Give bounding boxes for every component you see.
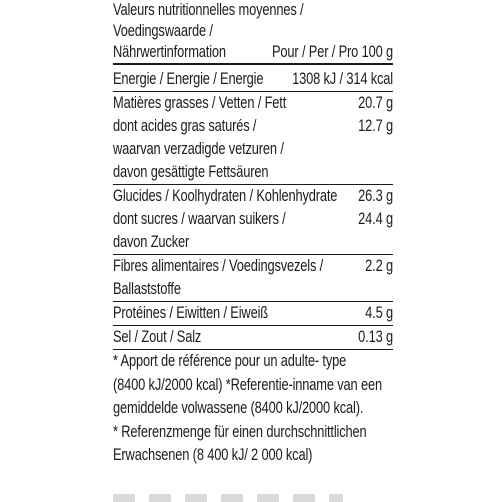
nutrient-value: 0.13 g — [358, 328, 394, 346]
header-title: Valeurs nutritionnelles moyennes / Voedingswaarde / — [113, 1, 304, 40]
footnote-line: gemiddelde volwassene (8400 kJ/2000 kcal). — [113, 399, 364, 417]
nutrient-value: 4.5 g — [365, 304, 394, 322]
nutrient-name: Matières grasses / Vetten / Fett — [113, 94, 287, 112]
footnote-line: Erwachsenen (8 400 kJ/ 2 000 kcal) — [113, 446, 313, 464]
table-row-saturates — [113, 115, 393, 185]
header-columns — [113, 42, 393, 65]
nutrient-value: 26.3 g — [358, 187, 394, 205]
table-header — [113, 0, 393, 65]
nutrient-value: 1308 kJ / 314 kcal — [292, 70, 394, 88]
nutrition-label — [113, 0, 394, 500]
table-row-fat — [113, 92, 393, 115]
table-row-salt — [113, 326, 393, 350]
nutrient-name: dont acides gras saturés / waarvan verzadigde vetzuren / davon gesättigte Fettsäuren — [113, 117, 284, 181]
footnote-line: (8400 kJ/2000 kcal) *Referentie-inname van een — [113, 375, 382, 394]
nutrient-name: Energie / Energie / Energie — [113, 70, 264, 88]
header-per-100g: Pour / Per / Pro 100 g — [271, 43, 394, 61]
footnote-line: * Apport de référence pour un adulte- type — [113, 352, 347, 370]
nutrient-name: Fibres alimentaires / Voedingsvezels / Ballaststoffe — [113, 257, 324, 298]
table-row-fibre — [113, 255, 393, 302]
reference-intake-footnote — [113, 350, 393, 468]
nutrient-name: dont sucres / waarvan suikers / davon Zucker — [113, 210, 286, 251]
nutrient-value: 20.7 g — [358, 94, 394, 112]
nutrient-name: Protéines / Eiwitten / Eiweiß — [113, 304, 268, 322]
cropped-text-edge — [113, 494, 343, 502]
nutrient-name: Glucides / Koolhydraten / Kohlenhydrate — [113, 187, 338, 205]
table-row-protein — [113, 302, 393, 326]
header-label: Nährwertinformation — [113, 43, 226, 61]
table-row-sugars — [113, 208, 393, 255]
nutrient-value: 2.2 g — [365, 257, 394, 275]
nutrient-name: Sel / Zout / Salz — [113, 328, 202, 346]
nutrient-value: 24.4 g — [358, 210, 394, 228]
nutrient-value: 12.7 g — [358, 117, 394, 135]
footnote-line: * Referenzmenge für einen durchschnittlichen — [113, 422, 367, 441]
table-row-energy — [113, 68, 393, 92]
table-row-carbohydrate — [113, 185, 393, 208]
